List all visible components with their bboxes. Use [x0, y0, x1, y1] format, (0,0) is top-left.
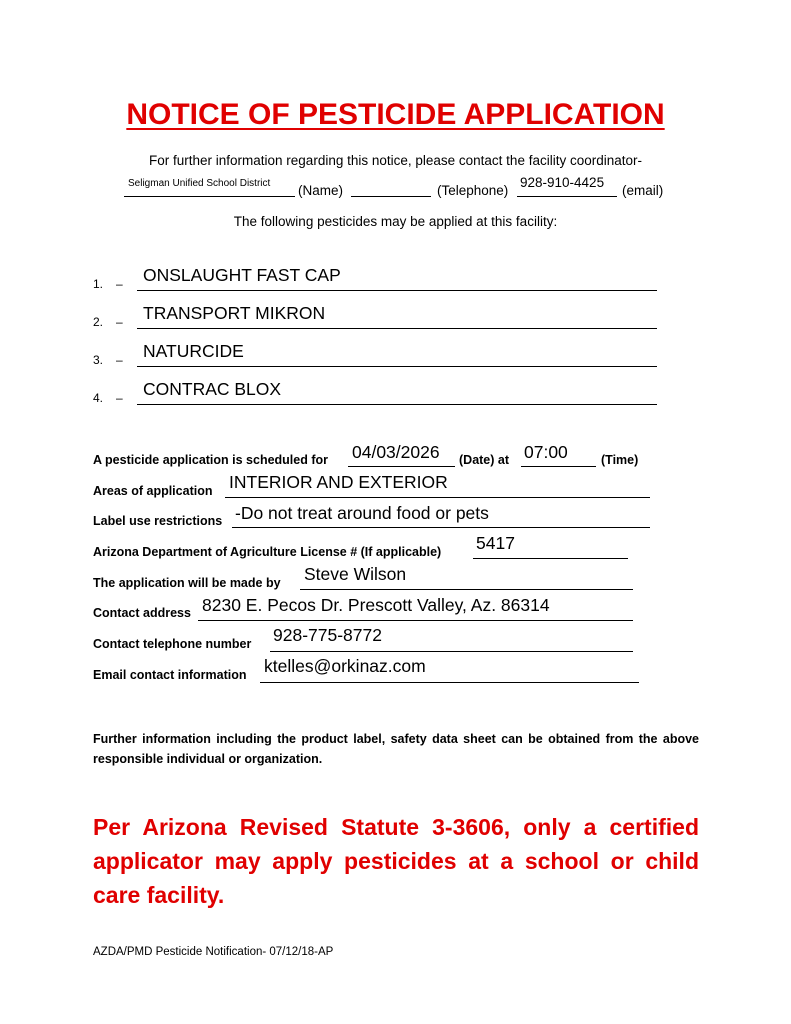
phone-value: 928-775-8772	[273, 625, 382, 645]
license-label: Arizona Department of Agriculture License # (If applicable)	[93, 545, 442, 559]
areas-label: Areas of application	[93, 484, 213, 498]
schedule-time-line	[521, 466, 596, 467]
applicator-line	[300, 589, 633, 590]
coordinator-blank-line	[351, 196, 431, 197]
address-line	[198, 620, 633, 621]
areas-line	[225, 497, 650, 498]
footer-text: AZDA/PMD Pesticide Notification- 07/12/18-AP	[93, 946, 334, 958]
schedule-date-value: 04/03/2026	[352, 442, 440, 462]
applicator-label: The application will be made by	[93, 576, 281, 590]
pesticide-number: 2.	[93, 315, 104, 329]
email-value: ktelles@orkinaz.com	[264, 656, 426, 676]
coordinator-name-label: (Name)	[298, 183, 344, 198]
pesticide-number: 3.	[93, 353, 104, 367]
intro-text: For further information regarding this notice, please contact the facility coordinator-	[149, 153, 642, 168]
coordinator-email-label: (email)	[622, 183, 664, 198]
address-label: Contact address	[93, 606, 191, 620]
coordinator-telephone-label: (Telephone)	[437, 183, 509, 198]
restrictions-line	[232, 527, 650, 528]
schedule-time-value: 07:00	[524, 442, 568, 462]
areas-value: INTERIOR AND EXTERIOR	[229, 472, 448, 492]
coordinator-name-value: Seligman Unified School District	[128, 178, 271, 189]
license-value: 5417	[476, 533, 515, 553]
restrictions-value: -Do not treat around food or pets	[235, 503, 489, 523]
schedule-date-line	[348, 466, 455, 467]
pesticide-line	[137, 404, 657, 405]
schedule-date-label: (Date) at	[459, 453, 510, 467]
pesticide-name: ONSLAUGHT FAST CAP	[143, 265, 341, 285]
pesticide-line	[137, 328, 657, 329]
pesticide-dash: –	[116, 277, 123, 291]
email-label: Email contact information	[93, 668, 247, 682]
pesticide-number: 4.	[93, 391, 104, 405]
schedule-time-label: (Time)	[601, 453, 639, 467]
pesticide-name: NATURCIDE	[143, 341, 244, 361]
license-line	[473, 558, 628, 559]
email-line	[260, 682, 639, 683]
coordinator-telephone-line	[517, 196, 617, 197]
pesticide-number: 1.	[93, 277, 104, 291]
coordinator-telephone-value: 928-910-4425	[520, 175, 605, 190]
phone-line	[270, 651, 633, 652]
pesticide-name: CONTRAC BLOX	[143, 379, 282, 399]
further-info-text: Further information including the product label, safety data sheet can be obtained from the above responsible individual or organization.	[93, 732, 699, 766]
schedule-label: A pesticide application is scheduled for	[93, 453, 329, 467]
pesticide-name: TRANSPORT MIKRON	[143, 303, 326, 323]
pesticide-dash: –	[116, 315, 123, 329]
restrictions-label: Label use restrictions	[93, 514, 223, 528]
address-value: 8230 E. Pecos Dr. Prescott Valley, Az. 86314	[202, 595, 550, 615]
page-title: NOTICE OF PESTICIDE APPLICATION	[126, 98, 665, 131]
statute-text: Per Arizona Revised Statute 3-3606, only a certified applicator may apply pesticides at a school or child care facility.	[93, 814, 699, 908]
phone-label: Contact telephone number	[93, 637, 252, 651]
pesticides-intro: The following pesticides may be applied at this facility:	[233, 214, 558, 229]
pesticide-dash: –	[116, 391, 123, 405]
pesticide-line	[137, 290, 657, 291]
pesticide-line	[137, 366, 657, 367]
pesticide-dash: –	[116, 353, 123, 367]
coordinator-name-line	[124, 196, 295, 197]
applicator-value: Steve Wilson	[304, 564, 407, 584]
